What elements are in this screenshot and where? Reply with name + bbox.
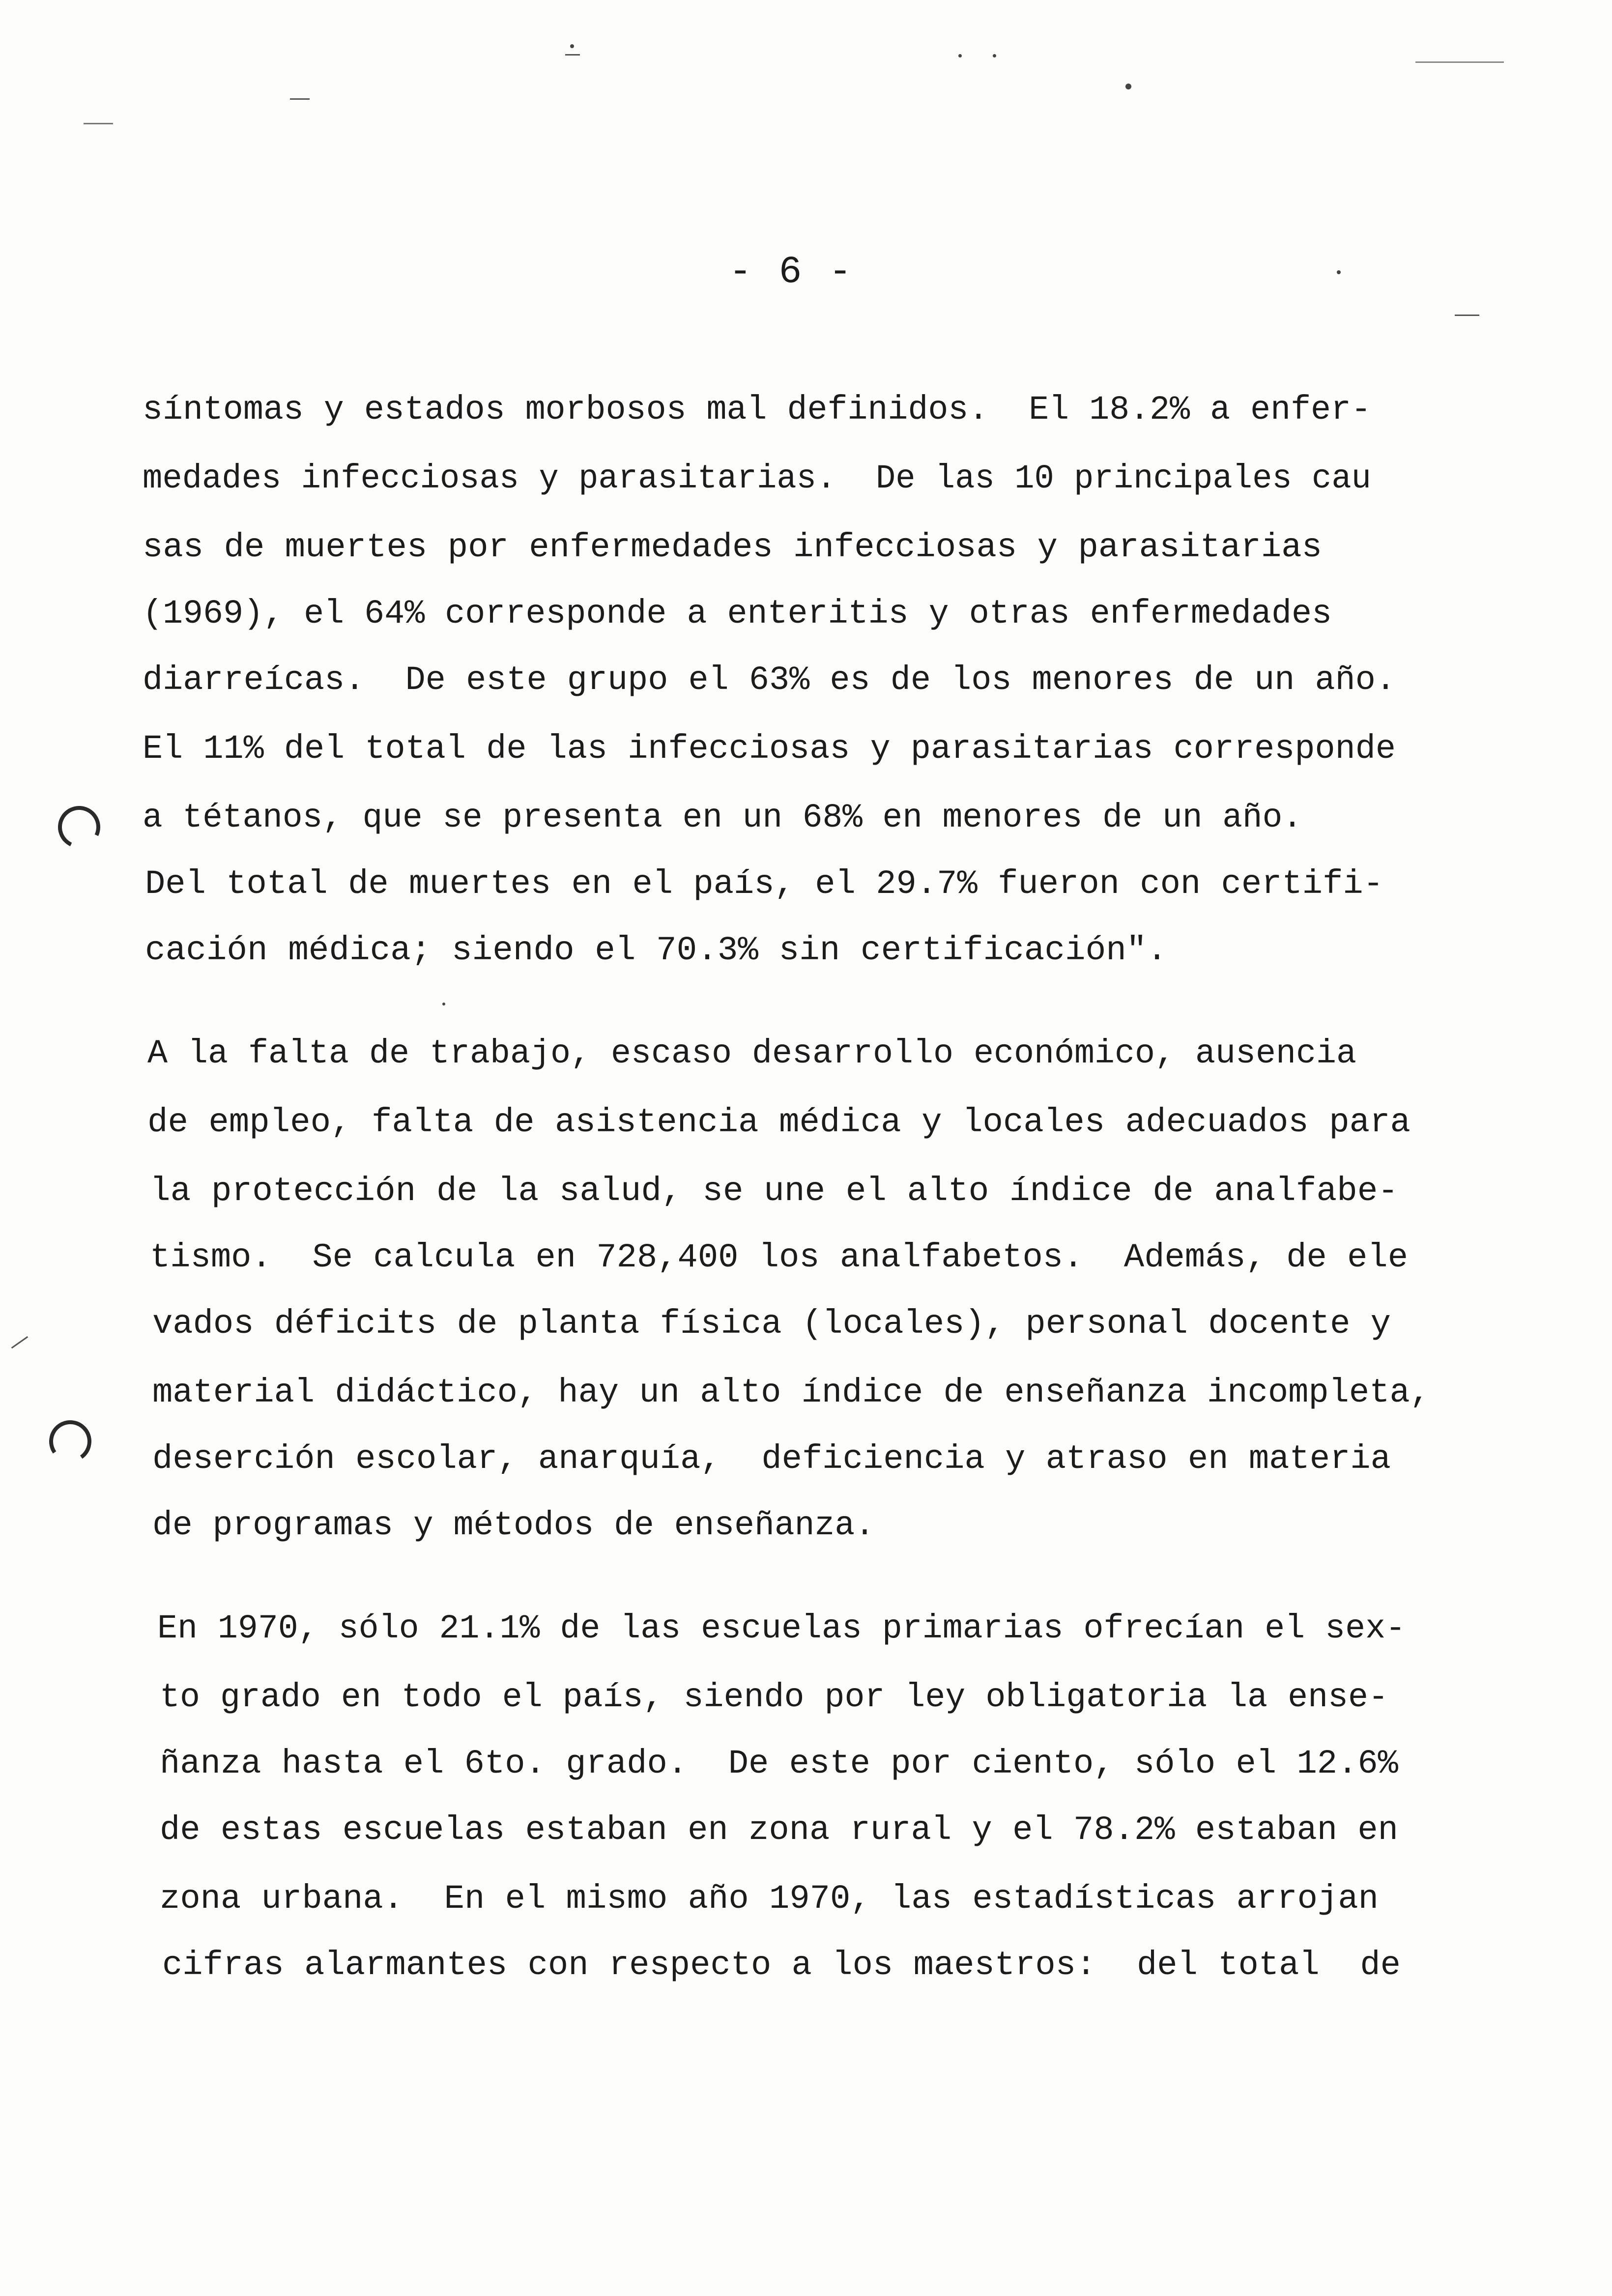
text-line: vados déficits de planta física (locales), personal docente y (152, 1305, 1391, 1343)
text-line: cación médica; siendo el 70.3% sin certificación". (145, 931, 1167, 970)
text-line: diarreícas. De este grupo el 63% es de los menores de un año. (143, 661, 1396, 699)
text-line: tismo. Se calcula en 728,400 los analfabetos. Además, de ele (150, 1238, 1408, 1277)
punch-hole-mark (46, 1417, 95, 1466)
text-line: El 11% del total de las infecciosas y parasitarias corresponde (143, 730, 1396, 768)
text-line: material didáctico, hay un alto índice de enseñanza incompleta, (152, 1374, 1430, 1412)
text-line: deserción escolar, anarquía, deficiencia y atraso en materia (152, 1440, 1391, 1478)
text-line: de programas y métodos de enseñanza. (152, 1506, 875, 1545)
text-line: ñanza hasta el 6to. grado. De este por ciento, sólo el 12.6% (160, 1745, 1398, 1783)
scan-mark (84, 123, 113, 124)
scan-mark (290, 98, 310, 100)
text-line: medades infecciosas y parasitarias. De las 10 principales cau (143, 459, 1371, 498)
text-line: to grado en todo el país, siendo por ley obligatoria la ense- (160, 1678, 1388, 1717)
scan-mark (1415, 61, 1504, 63)
text-line: (1969), el 64% corresponde a enteritis y otras enfermedades (143, 595, 1332, 633)
scan-speck (1337, 270, 1341, 274)
text-line: A la falta de trabajo, escaso desarrollo económico, ausencia (147, 1034, 1356, 1073)
text-line: En 1970, sólo 21.1% de las escuelas primarias ofrecían el sex- (157, 1609, 1406, 1648)
page-number: - 6 - (728, 251, 854, 294)
scan-speck (993, 54, 996, 57)
scan-speck (958, 54, 962, 57)
scan-mark (565, 54, 580, 56)
text-line: de estas escuelas estaban en zona rural y el 78.2% estaban en (160, 1811, 1398, 1849)
scan-speck (570, 44, 574, 48)
text-line: cifras alarmantes con respecto a los maestros: del total de (162, 1946, 1401, 1984)
text-line: a tétanos, que se presenta en un 68% en menores de un año. (143, 799, 1302, 837)
text-line: síntomas y estados morbosos mal definidos. El 18.2% a enfer- (143, 391, 1371, 429)
text-line: Del total de muertes en el país, el 29.7% fueron con certifi- (145, 865, 1383, 903)
text-line: zona urbana. En el mismo año 1970, las estadísticas arrojan (160, 1880, 1379, 1918)
text-line: de empleo, falta de asistencia médica y locales adecuados para (147, 1103, 1410, 1142)
punch-hole-mark (52, 800, 106, 854)
text-line: sas de muertes por enfermedades infecciosas y parasitarias (143, 528, 1322, 567)
scan-speck (1125, 84, 1131, 89)
scan-mark (1455, 315, 1479, 316)
scan-mark (11, 1336, 28, 1349)
text-line: la protección de la salud, se une el alto índice de analfabe- (150, 1172, 1398, 1210)
scan-speck (442, 1003, 445, 1005)
